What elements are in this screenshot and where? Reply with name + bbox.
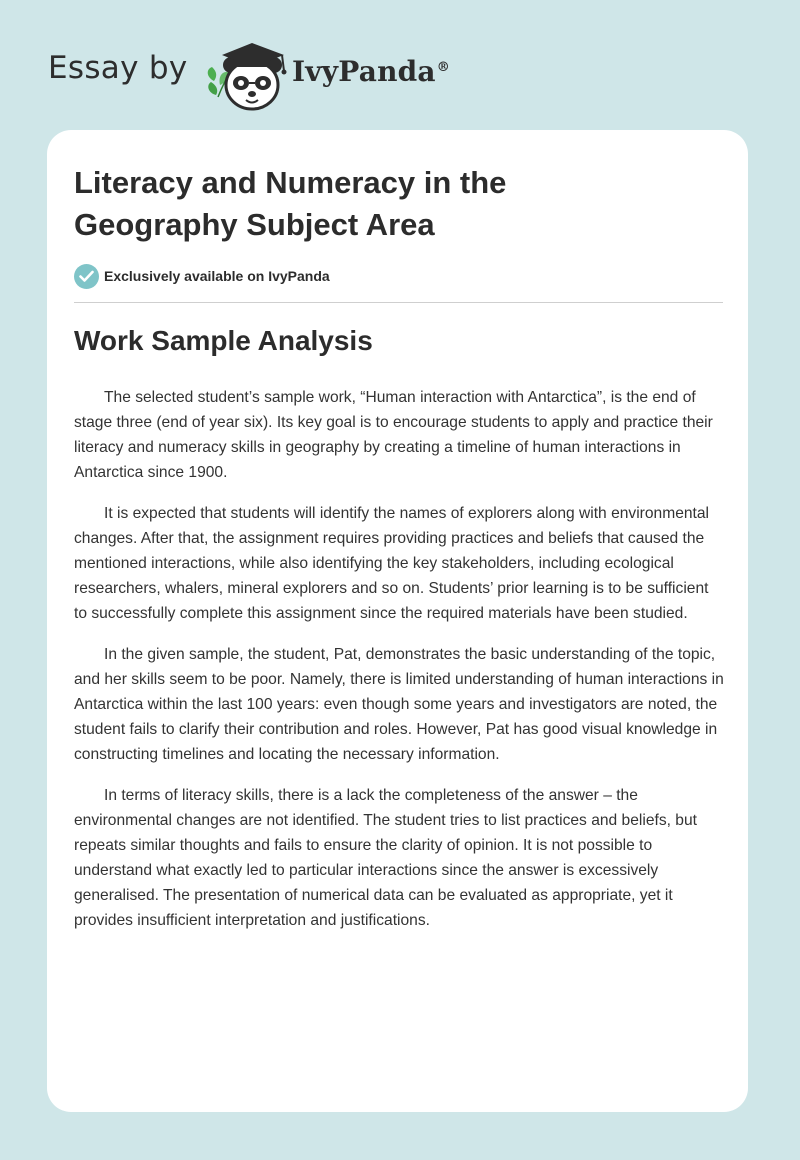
exclusive-badge	[74, 263, 330, 289]
brand-name[interactable]: IvyPanda®	[292, 55, 450, 88]
essay-body	[74, 385, 725, 949]
exclusive-badge-text: Exclusively available on IvyPanda	[104, 268, 330, 284]
essay-by-label: Essay by	[48, 50, 188, 86]
essay-card	[47, 130, 748, 1112]
site-header	[48, 30, 548, 110]
check-circle-icon	[74, 264, 99, 289]
paragraph-4: In terms of literacy skills, there is a lack the completeness of the answer – the environmental changes are not identified. The student tries to list practices and beliefs, but repeats similar thoughts and fails to ensure the clarity of opinion. It is not possible to understand what exactly led to particular interactions since the answer is excessively generalised. The presentation of numerical data can be evaluated as appropriate, yet it provides insufficient interpretation and justifications.	[74, 787, 697, 929]
divider	[74, 302, 723, 303]
panda-logo-icon[interactable]	[204, 35, 292, 113]
paragraph-2: It is expected that students will identify the names of explorers along with environmental changes. After that, the assignment requires providing practices and beliefs that caused the mentioned interactions, while also identifying the key stakeholders, including ecological researchers, whalers, mineral explorers and so on. Students’ prior learning is to be sufficient to successfully complete this assignment since the required materials have been studied.	[74, 505, 710, 622]
page-title: Literacy and Numeracy in the Geography Subject Area	[74, 165, 507, 242]
section-heading: Work Sample Analysis	[74, 325, 373, 356]
paragraph-3: In the given sample, the student, Pat, demonstrates the basic understanding of the topic, and her skills seem to be poor. Namely, there is limited understanding of human interactions in Antarctica within the last 100 years: even though some years and investigators are noted, the student fails to clarify their contribution and roles. However, Pat has good visual knowledge in constructing timelines and locating the necessary information.	[74, 646, 724, 763]
paragraph-1: The selected student’s sample work, “Human interaction with Antarctica”, is the end of stage three (end of year six). Its key goal is to encourage students to apply and practice their literacy and numeracy skills in geography by creating a timeline of human interactions in Antarctica since 1900.	[74, 389, 713, 481]
registered-mark: ®	[436, 59, 450, 75]
